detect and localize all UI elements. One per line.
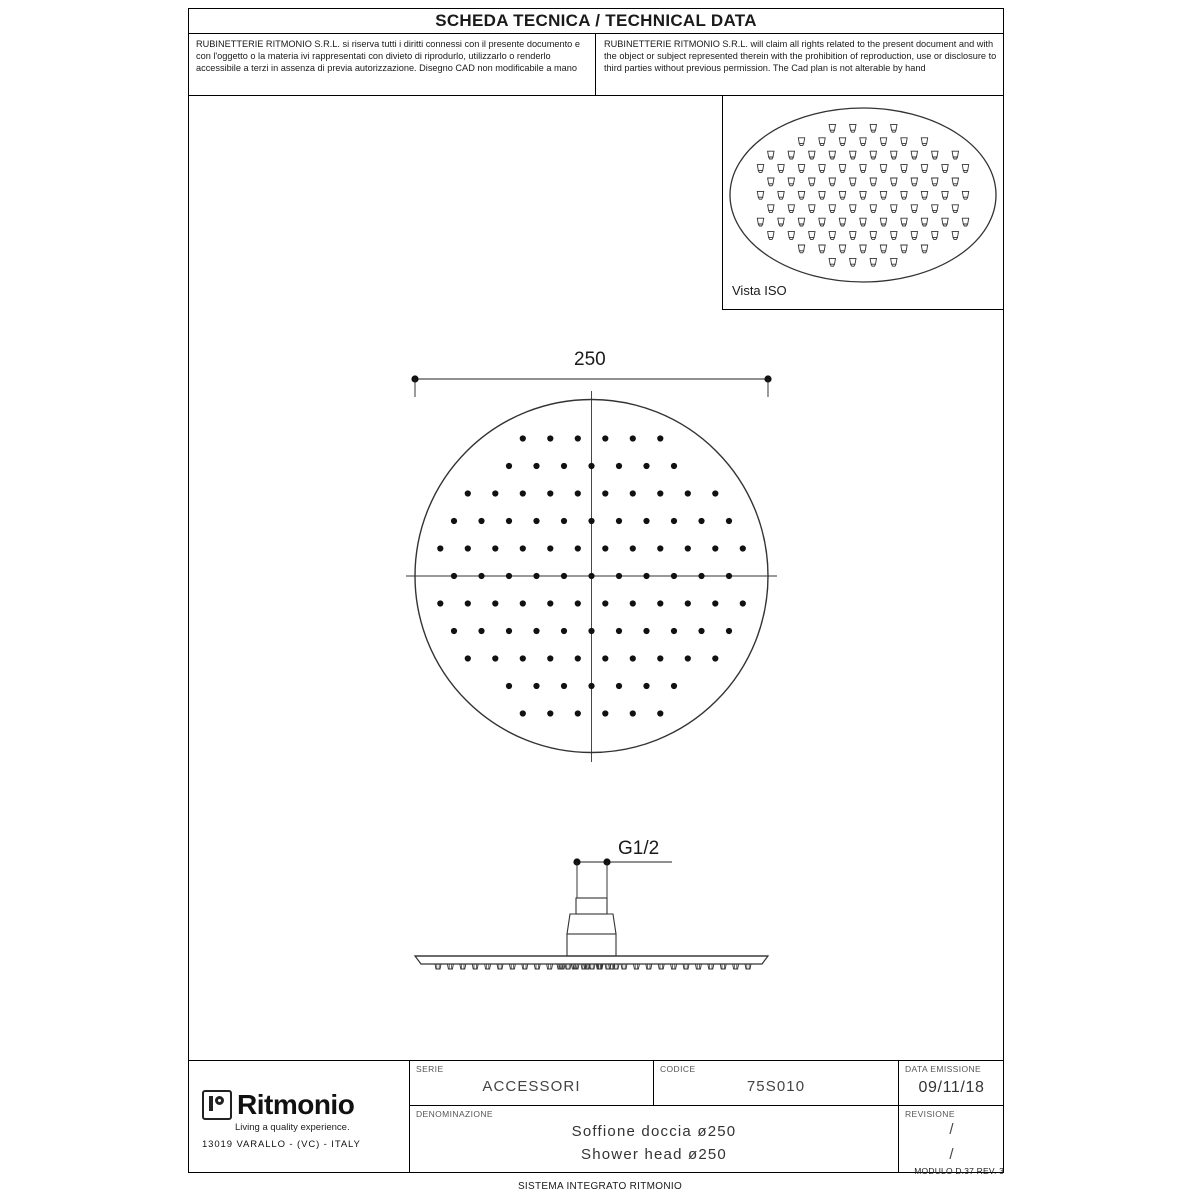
data-emissione-key: DATA EMISSIONE xyxy=(905,1064,982,1074)
serie-value: ACCESSORI xyxy=(482,1078,581,1095)
revisione-key: REVISIONE xyxy=(905,1109,955,1119)
iso-view-box xyxy=(722,96,1004,310)
legal-note-english: RUBINETTERIE RITMONIO S.R.L. will claim all rights related to the present document and with the object or subject represented therein with the prohibition of reproduction, use or disclosure to third parties without previous permission. The Cad plan is not alterable by hand xyxy=(604,39,997,74)
legal-note-italian: RUBINETTERIE RITMONIO S.R.L. si riserva tutti i diritti connessi con il presente documento e con l'oggetto o la materia ivi rappresentati con divieto di riprodurlo, utilizzarlo o renderlo accessibile a terzi in assenza di previa autorizzazione. Disegno CAD non modificabile a mano xyxy=(188,34,596,95)
company-name: Ritmonio xyxy=(237,1089,355,1120)
revisione-value-2: / xyxy=(949,1146,954,1163)
title-block xyxy=(188,1060,1004,1173)
company-logo-cell xyxy=(188,1061,410,1173)
footer-system-label: SISTEMA INTEGRATO RITMONIO xyxy=(517,1181,683,1192)
revisione-cell xyxy=(899,1106,1004,1172)
serie-cell xyxy=(410,1061,654,1105)
denominazione-cell xyxy=(410,1106,899,1172)
revisione-value-1: / xyxy=(949,1121,954,1138)
codice-cell xyxy=(654,1061,899,1105)
ritmonio-logo-icon xyxy=(202,1090,232,1120)
company-tagline: Living a quality experience. xyxy=(235,1122,350,1133)
iso-view-label: Vista ISO xyxy=(732,283,787,298)
codice-value: 75S010 xyxy=(746,1078,806,1095)
dimension-label-thread: G1/2 xyxy=(618,838,660,859)
serie-key: SERIE xyxy=(416,1064,444,1074)
codice-key: CODICE xyxy=(660,1064,696,1074)
data-emissione-cell xyxy=(899,1061,1004,1105)
dimension-label-diameter: 250 xyxy=(574,349,606,370)
denominazione-value-it: Soffione doccia ø250 xyxy=(571,1123,737,1140)
company-address: 13019 VARALLO - (VC) - ITALY xyxy=(202,1139,361,1150)
denominazione-value-en: Shower head ø250 xyxy=(581,1146,727,1164)
legal-notes xyxy=(188,34,1004,96)
denominazione-key: DENOMINAZIONE xyxy=(416,1109,493,1119)
page-title: SCHEDA TECNICA / TECHNICAL DATA xyxy=(188,8,1004,34)
footer-module-code: MODULO D.37 REV. 3 xyxy=(914,1166,1004,1176)
data-emissione-value: 09/11/18 xyxy=(918,1079,985,1096)
